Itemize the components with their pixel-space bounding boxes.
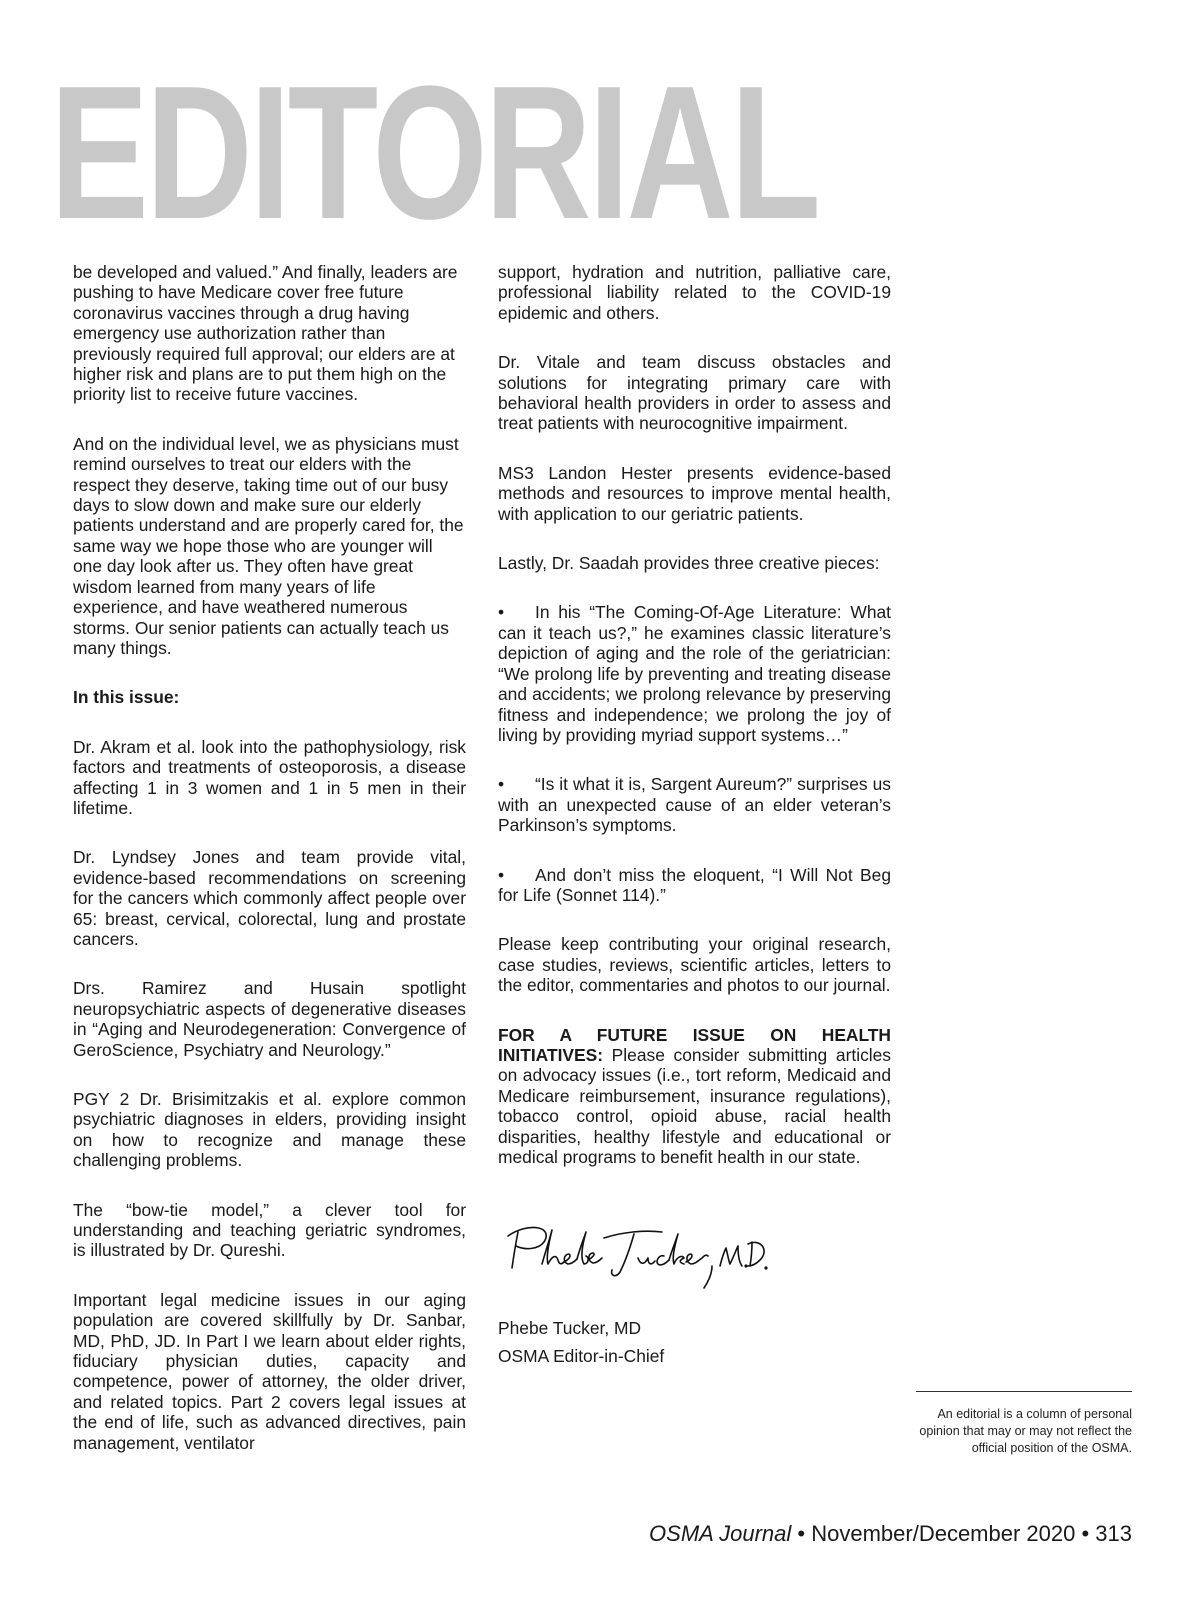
paragraph: The “bow-tie model,” a clever tool for understanding and teaching geriatric syndromes, is illustrated by Dr. Qureshi. [73, 1199, 466, 1261]
bullet-item [498, 774, 891, 835]
paragraph: PGY 2 Dr. Brisimitzakis et al. explore common psychiatric diagnoses in elders, providing insight on how to recognize and manage these challenging problems. [73, 1089, 466, 1171]
paragraph: Dr. Akram et al. look into the pathophysiology, risk factors and treatments of osteoporosis, a disease affecting 1 in 3 women and 1 in 5 men in their lifetime. [73, 736, 466, 818]
bullet-marker: • [498, 774, 505, 795]
paragraph: Lastly, Dr. Saadah provides three creative pieces: [498, 553, 880, 574]
masthead-title: EDITORIAL [50, 47, 818, 259]
paragraph: be developed and valued.” And finally, leaders are pushing to have Medicare cover free future coronavirus vaccines through a drug having emergency use authorization rather than previously required full approval; our elders are at higher risk and plans are to put them high on the priority list to receive future vaccines. [73, 262, 458, 405]
paragraph: Dr. Vitale and team discuss obstacles and solutions for integrating primary care with behavioral health providers in order to assess and treat patients with neurocognitive impairment. [498, 352, 891, 434]
paragraph: support, hydration and nutrition, palliative care, professional liability related to the COVID-19 epidemic and others. [498, 262, 891, 323]
author-name: Phebe Tucker, MD [498, 1317, 642, 1338]
bullet-item [498, 865, 891, 906]
paragraph: Important legal medicine issues in our aging population are covered skillfully by Dr. Sanbar, MD, PhD, JD. In Part I we learn about elder rights, fiduciary physician duties, capacity and competence, power of attorney, the older driver, and related topics. Part 2 covers legal issues at the end of life, such as advanced directives, pain management, ventilator [73, 1289, 466, 1453]
page-footer [649, 1521, 1132, 1547]
bullet-text: In his “The Coming-Of-Age Literature: What can it teach us?,” he examines classic literature’s depiction of aging and the role of the geriatrician: “We prolong life by preventing and treating disease and accidents; we prolong relevance by preserving fitness and independence; we prolong the joy of living by providing myriad support systems…” [498, 602, 891, 745]
paragraph: And on the individual level, we as physicians must remind ourselves to treat our elders with the respect they deserve, taking time out of our busy days to slow down and make sure our elderly patients understand and are properly cared for, the same way we hope those who are younger will one day look after us. They often have great wisdom learned from many years of life experience, and have weathered numerous storms. Our senior patients can actually teach us many things. [73, 433, 464, 658]
paragraph: Please keep contributing your original research, case studies, reviews, scientific articles, letters to the editor, commentaries and photos to our journal. [498, 934, 891, 996]
paragraph: MS3 Landon Hester presents evidence-based methods and resources to improve mental health, with application to our geriatric patients. [498, 462, 891, 524]
paragraph: Drs. Ramirez and Husain spotlight neuropsychiatric aspects of degenerative diseases in “Aging and Neurodegeneration: Convergence of GeroScience, Psychiatry and Neurology.” [73, 978, 466, 1060]
issue-and-page: • November/December 2020 • 313 [791, 1521, 1132, 1546]
right-column [498, 262, 891, 1396]
callout-heading: FOR A FUTURE ISSUE ON HEALTH INITIATIVES: [498, 1024, 891, 1065]
bullet-marker: • [498, 864, 505, 885]
paragraph [498, 1025, 891, 1168]
signature-image [498, 1216, 768, 1301]
paragraph: Dr. Lyndsey Jones and team provide vital, evidence-based recommendations on screening for the cancers which commonly affect people over 65: breast, cervical, colorectal, lung and prostate cancers. [73, 847, 466, 949]
journal-name: OSMA Journal [649, 1521, 792, 1546]
bullet-text: And don’t miss the eloquent, “I Will Not Beg for Life (Sonnet 114).” [498, 864, 891, 905]
editorial-disclaimer: An editorial is a column of personal opinion that may or may not reflect the official position of the OSMA. [916, 1391, 1132, 1457]
section-heading: In this issue: [73, 687, 180, 708]
callout-text: Please consider submitting articles on advocacy issues (i.e., tort reform, Medicaid and Medicare reimbursement, insurance regulations), tobacco control, opioid abuse, racial health disparities, healthy lifestyle and educational or medical programs to benefit health in our state. [498, 1044, 891, 1167]
left-column [73, 262, 466, 1482]
author-title: OSMA Editor-in-Chief [498, 1346, 665, 1367]
bullet-marker: • [498, 602, 505, 623]
bullet-text: “Is it what it is, Sargent Aureum?” surprises us with an unexpected cause of an elder veteran’s Parkinson’s symptoms. [498, 774, 891, 836]
bullet-item [498, 602, 891, 745]
